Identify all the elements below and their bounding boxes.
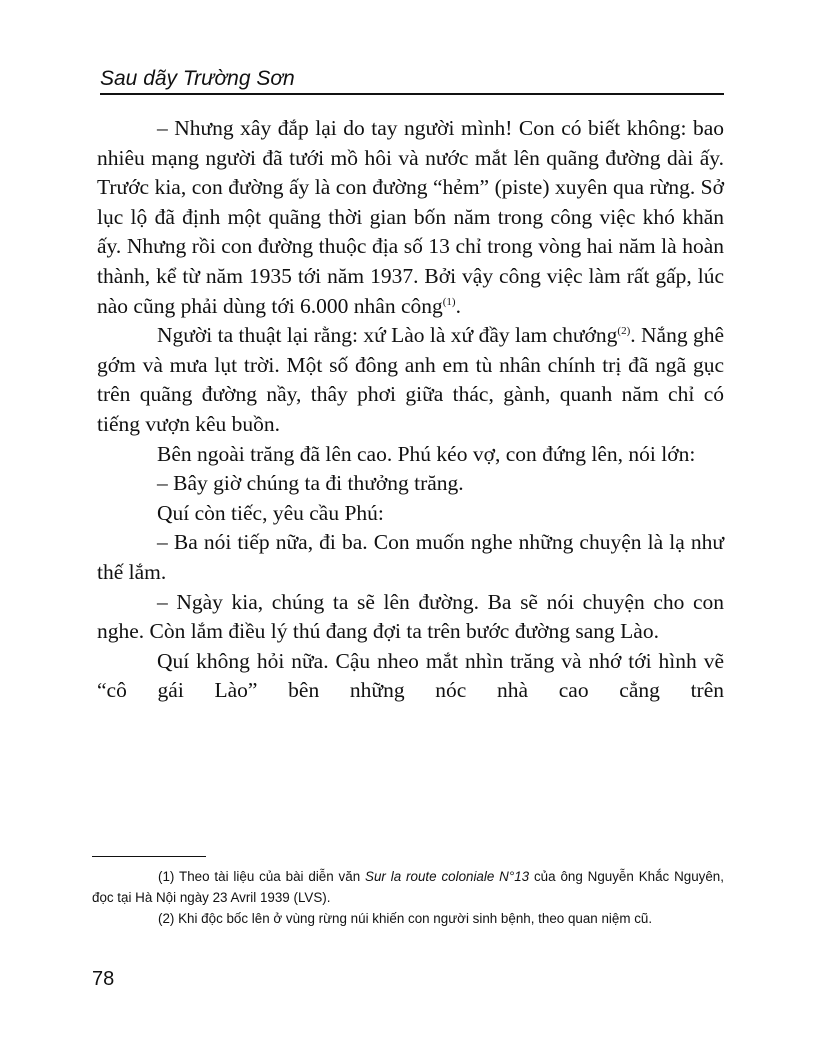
running-header: Sau dãy Trường Sơn bbox=[100, 66, 724, 95]
paragraph-text-tail: . Nắng ghê gớm và mưa lụt trời. Một số đông anh em tù nhân chính trị đã ngã gục trên quãng đường nầy, thây phơi giữa thác, gành, quanh năm chỉ có tiếng vượn kêu buồn. bbox=[97, 323, 724, 436]
footnote bbox=[92, 866, 724, 908]
footnote-ref: (1) bbox=[442, 295, 456, 308]
footnote-marker: (2) bbox=[158, 911, 175, 926]
paragraph: Bên ngoài trăng đã lên cao. Phú kéo vợ, con đứng lên, nói lớn: bbox=[157, 441, 696, 466]
body-text bbox=[97, 114, 724, 706]
footnotes bbox=[92, 866, 724, 929]
paragraph bbox=[97, 114, 724, 321]
paragraph: – Ngày kia, chúng ta sẽ lên đường. Ba sẽ nói chuyện cho con nghe. Còn lắm điều lý thú đang đợi ta trên bước đường sang Lào. bbox=[97, 589, 724, 644]
paragraph: – Bây giờ chúng ta đi thưởng trăng. bbox=[157, 471, 464, 496]
footnote-text: Theo tài liệu của bài diễn văn bbox=[174, 869, 366, 884]
footnote-cited-title: Sur la route coloniale N°13 bbox=[365, 869, 530, 884]
paragraph: Quí không hỏi nữa. Cậu nheo mắt nhìn trăng và nhớ tới hình vẽ “cô gái Lào” bên những nóc nhà cao cẳng trên bbox=[97, 648, 724, 703]
paragraph-text-tail: . bbox=[455, 293, 461, 318]
paragraph bbox=[97, 321, 724, 439]
footnote-divider bbox=[92, 856, 206, 857]
paragraph: Quí còn tiếc, yêu cầu Phú: bbox=[157, 500, 384, 525]
paragraph-text: – Nhưng xây đắp lại do tay người mình! Con có biết không: bao nhiêu mạng người đã tưới mồ hôi và nước mắt lên quãng đường dài ấy. Trước kia, con đường ấy là con đường “hẻm” (piste) xuyên qua rừng. Sở lục lộ đã định một quãng thời gian bốn năm trong công việc khó khăn ấy. Nhưng rồi con đường thuộc địa số 13 chỉ trong vòng hai năm là hoàn thành, kể từ năm 1935 tới năm 1937. Bởi vậy công việc làm rất gấp, lúc nào cũng phải dùng tới 6.000 nhân công bbox=[97, 116, 724, 318]
paragraph: – Ba nói tiếp nữa, đi ba. Con muốn nghe những chuyện là lạ như thế lắm. bbox=[97, 530, 724, 584]
paragraph-text: Người ta thuật lại rằng: xứ Lào là xứ đầy lam chướng bbox=[157, 323, 618, 348]
footnote-text-rest: của ông Nguyễn Khắc Nguyên, đọc tại Hà Nội ngày 23 Avril 1939 (LVS). bbox=[92, 869, 724, 905]
footnote-marker: (1) bbox=[158, 869, 175, 884]
page-number: 78 bbox=[92, 968, 115, 990]
footnote-text: Khi độc bốc lên ở vùng rừng núi khiến con người sinh bệnh, theo quan niệm cũ. bbox=[174, 911, 653, 926]
footnote-ref: (2) bbox=[617, 325, 631, 337]
footnote bbox=[92, 908, 724, 929]
